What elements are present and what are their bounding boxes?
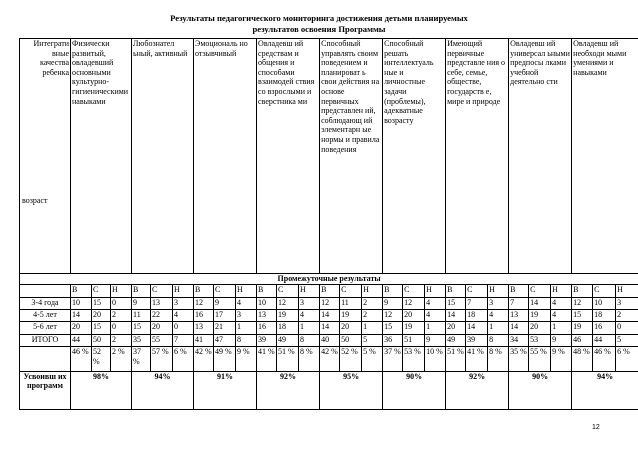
table-cell: 3: [173, 297, 194, 309]
table-cell: 8: [488, 334, 509, 346]
table-cell: 9: [383, 297, 403, 309]
mastery-value-9: 94%: [572, 371, 638, 409]
table-cell: 22: [151, 310, 173, 322]
table-cell: 55: [151, 334, 173, 346]
column-header-9: Овладевш ий необходи мыми умениями и навыками: [572, 39, 638, 274]
level-header-cell: В: [320, 285, 340, 297]
table-cell: 3: [236, 310, 257, 322]
table-cell: 10: [71, 297, 92, 309]
column-header-2: Любознател ьный, активный: [132, 39, 194, 274]
percent-cell: 49 %: [214, 347, 236, 372]
table-cell: 16: [194, 310, 214, 322]
level-header-cell: С: [151, 285, 173, 297]
table-cell: 19: [529, 310, 551, 322]
level-header-cell: Н: [236, 285, 257, 297]
table-cell: 4: [236, 297, 257, 309]
title-line-2: результатов освоения Программы: [252, 24, 386, 34]
table-cell: 39: [466, 334, 488, 346]
table-cell: 12: [572, 297, 593, 309]
table-cell: 14: [466, 322, 488, 334]
table-cell: 4: [425, 310, 446, 322]
table-cell: 1: [236, 322, 257, 334]
table-cell: 8: [236, 334, 257, 346]
level-header-cell: В: [257, 285, 277, 297]
table-cell: 44: [71, 334, 92, 346]
table-cell: 10: [593, 297, 616, 309]
table-row: [20, 322, 638, 334]
table-cell: 19: [340, 310, 362, 322]
level-header-cell: С: [593, 285, 616, 297]
table-cell: 14: [509, 322, 529, 334]
table-cell: 18: [277, 322, 299, 334]
table-cell: 12: [194, 297, 214, 309]
table-cell: 19: [277, 310, 299, 322]
row-label: 3-4 года: [20, 297, 71, 309]
percent-cell: 41 %: [466, 347, 488, 372]
percent-cell: 8 %: [488, 347, 509, 372]
table-cell: 7: [173, 334, 194, 346]
table-cell: 3: [299, 297, 320, 309]
table-cell: 2: [362, 310, 383, 322]
table-cell: 46: [572, 334, 593, 346]
percent-cell: 5 %: [362, 347, 383, 372]
table-cell: 5: [362, 334, 383, 346]
percent-cell: 2 %: [111, 347, 132, 372]
table-cell: 9: [132, 297, 151, 309]
level-header-cell: В: [572, 285, 593, 297]
table-cell: 13: [194, 322, 214, 334]
table-cell: 21: [214, 322, 236, 334]
table-cell: 13: [151, 297, 173, 309]
table-cell: 18: [593, 310, 616, 322]
table-cell: 14: [320, 322, 340, 334]
table-row: [20, 310, 638, 322]
mastery-value-7: 92%: [446, 371, 509, 409]
page-number: 12: [592, 424, 600, 431]
table-cell: 11: [340, 297, 362, 309]
title-line-1: Результаты педагогического мониторинга достижения детьми планируемых: [170, 13, 468, 23]
table-cell: 36: [383, 334, 403, 346]
table-cell: 0: [111, 322, 132, 334]
table-cell: 40: [320, 334, 340, 346]
table-cell: 4: [299, 310, 320, 322]
level-header-cell: Н: [488, 285, 509, 297]
table-cell: 19: [572, 322, 593, 334]
mastery-label: Усвоивш их программ: [20, 371, 71, 409]
table-cell: 20: [529, 322, 551, 334]
level-header-cell: Н: [425, 285, 446, 297]
level-header-cell: С: [277, 285, 299, 297]
table-cell: 1: [362, 322, 383, 334]
table-cell: 0: [173, 322, 194, 334]
integrative-qualities-text: Интеграти вные качества ребенка: [33, 39, 69, 77]
table-cell: 3: [616, 297, 638, 309]
level-header-cell: В: [194, 285, 214, 297]
percent-cell: 55 %: [529, 347, 551, 372]
table-cell: 14: [71, 310, 92, 322]
table-cell: 3: [488, 297, 509, 309]
table-cell: 15: [92, 322, 111, 334]
table-cell: 2: [111, 334, 132, 346]
percent-cell: 37 %: [132, 347, 151, 372]
table-cell: 2: [362, 297, 383, 309]
table-cell: 0: [616, 322, 638, 334]
table-cell: 47: [214, 334, 236, 346]
level-header-cell: С: [466, 285, 488, 297]
age-label: возраст: [22, 196, 48, 205]
percent-cell: 52 %: [92, 347, 111, 372]
table-cell: 20: [340, 322, 362, 334]
percent-cell: 6 %: [173, 347, 194, 372]
table-cell: 4: [488, 310, 509, 322]
table-cell: 9: [551, 334, 572, 346]
table-cell: 9: [214, 297, 236, 309]
table-cell: 39: [257, 334, 277, 346]
table-cell: 2: [616, 310, 638, 322]
table-cell: 12: [320, 297, 340, 309]
table-cell: 35: [132, 334, 151, 346]
table-cell: 2: [111, 310, 132, 322]
percent-cell: 37 %: [383, 347, 403, 372]
table-cell: 10: [257, 297, 277, 309]
table-cell: 20: [151, 322, 173, 334]
table-cell: 17: [214, 310, 236, 322]
percent-cell: 53 %: [403, 347, 425, 372]
level-header-row: [20, 285, 638, 297]
percent-cell: 51 %: [446, 347, 466, 372]
level-header-cell: С: [340, 285, 362, 297]
column-header-4: Овладевш ий средствам и общения и способами взаимодей ствия со взрослыми и сверстника ми: [257, 39, 320, 274]
table-cell: 0: [111, 297, 132, 309]
table-cell: 5: [616, 334, 638, 346]
mastery-value-3: 91%: [194, 371, 257, 409]
table-cell: 20: [446, 322, 466, 334]
table-cell: 14: [446, 310, 466, 322]
percent-cell: 42 %: [320, 347, 340, 372]
level-header-cell: В: [509, 285, 529, 297]
level-header-cell: В: [132, 285, 151, 297]
table-cell: 20: [92, 310, 111, 322]
table-cell: 44: [593, 334, 616, 346]
level-header-empty: [20, 285, 71, 297]
row-label: ИТОГО: [20, 334, 71, 346]
percent-cell: 10 %: [425, 347, 446, 372]
table-row: [20, 334, 638, 346]
table-cell: 50: [92, 334, 111, 346]
table-cell: 9: [425, 334, 446, 346]
percent-cell: 9 %: [551, 347, 572, 372]
table-cell: 15: [383, 322, 403, 334]
table-cell: 50: [340, 334, 362, 346]
table-cell: 1: [488, 322, 509, 334]
percent-cell: 46 %: [71, 347, 92, 372]
table-cell: 20: [71, 322, 92, 334]
level-header-cell: Н: [616, 285, 638, 297]
document-title: [0, 13, 638, 35]
row-label: 5-6 лет: [20, 322, 71, 334]
table-cell: 16: [593, 322, 616, 334]
mastery-value-2: 94%: [132, 371, 194, 409]
percent-cell: 8 %: [299, 347, 320, 372]
table-cell: 7: [509, 297, 529, 309]
header-row: [20, 39, 638, 274]
table-cell: 12: [383, 310, 403, 322]
column-header-5: Способный управлять своим поведением и планироват ь свои действия на основе первичных представлен ий, соблюдающ ий элементарн ые нормы и правила поведения: [320, 39, 383, 274]
mastery-value-6: 90%: [383, 371, 446, 409]
table-cell: 4: [425, 297, 446, 309]
level-header-cell: Н: [173, 285, 194, 297]
table-cell: 14: [529, 297, 551, 309]
table-cell: 41: [194, 334, 214, 346]
percent-cell: 35 %: [509, 347, 529, 372]
table-cell: 15: [92, 297, 111, 309]
percent-cell: 48 %: [572, 347, 593, 372]
table-cell: 13: [257, 310, 277, 322]
table-cell: 15: [446, 297, 466, 309]
percent-cell: 57 %: [151, 347, 173, 372]
table-cell: 1: [299, 322, 320, 334]
level-header-cell: В: [383, 285, 403, 297]
table-cell: 51: [403, 334, 425, 346]
table-cell: 49: [446, 334, 466, 346]
percent-cell: 46 %: [593, 347, 616, 372]
level-header-cell: С: [529, 285, 551, 297]
table-cell: 4: [173, 310, 194, 322]
mastery-value-5: 95%: [320, 371, 383, 409]
table-cell: 12: [277, 297, 299, 309]
percent-cell: 41 %: [257, 347, 277, 372]
column-header-1: Физически развитый, овладевший основными культурно-гигиеническими навыками: [71, 39, 132, 274]
level-header-cell: В: [71, 285, 92, 297]
column-header-8: Овладевш ий универсал ьными предпосы лками учебной деятельно сти: [509, 39, 572, 274]
percent-cell: 52 %: [340, 347, 362, 372]
table-cell: 13: [509, 310, 529, 322]
level-header-cell: Н: [362, 285, 383, 297]
mastery-value-1: 98%: [71, 371, 132, 409]
percent-cell: 9 %: [236, 347, 257, 372]
table-cell: 19: [403, 322, 425, 334]
table-cell: 8: [299, 334, 320, 346]
mastery-value-4: 92%: [257, 371, 320, 409]
table-cell: 16: [257, 322, 277, 334]
table-cell: 1: [425, 322, 446, 334]
table-row: [20, 297, 638, 309]
percent-row-label-empty: [20, 347, 71, 372]
table-cell: 34: [509, 334, 529, 346]
interim-results-label: Промежуточные результаты: [20, 273, 638, 284]
table-cell: 15: [132, 322, 151, 334]
table-cell: 1: [551, 322, 572, 334]
level-header-cell: В: [446, 285, 466, 297]
monitoring-table: [19, 38, 638, 410]
table-cell: 14: [320, 310, 340, 322]
level-header-cell: С: [92, 285, 111, 297]
table-cell: 4: [551, 297, 572, 309]
table-cell: 18: [466, 310, 488, 322]
row-label: 4-5 лет: [20, 310, 71, 322]
integrative-qualities-header: [20, 39, 71, 274]
interim-results-row: [20, 273, 638, 284]
mastery-value-8: 90%: [509, 371, 572, 409]
percent-cell: 51 %: [277, 347, 299, 372]
table-cell: 4: [551, 310, 572, 322]
level-header-cell: Н: [111, 285, 132, 297]
percent-cell: 42 %: [194, 347, 214, 372]
level-header-cell: Н: [551, 285, 572, 297]
level-header-cell: С: [403, 285, 425, 297]
table-cell: 53: [529, 334, 551, 346]
level-header-cell: Н: [299, 285, 320, 297]
column-header-7: Имеющий первичные представле ния о себе, семье, обществе, государств е, мире и природе: [446, 39, 509, 274]
table-cell: 11: [132, 310, 151, 322]
table-cell: 7: [466, 297, 488, 309]
percent-cell: 6 %: [616, 347, 638, 372]
table-cell: 12: [403, 297, 425, 309]
table-cell: 49: [277, 334, 299, 346]
column-header-3: Эмоциональ но отзывчивый: [194, 39, 257, 274]
table-cell: 15: [572, 310, 593, 322]
column-header-6: Способный решать интеллектуаль ные и личностные задачи (проблемы), адекватные возрасту: [383, 39, 446, 274]
table-cell: 20: [403, 310, 425, 322]
mastery-row: [20, 371, 638, 409]
level-header-cell: С: [214, 285, 236, 297]
percent-row: [20, 347, 638, 372]
